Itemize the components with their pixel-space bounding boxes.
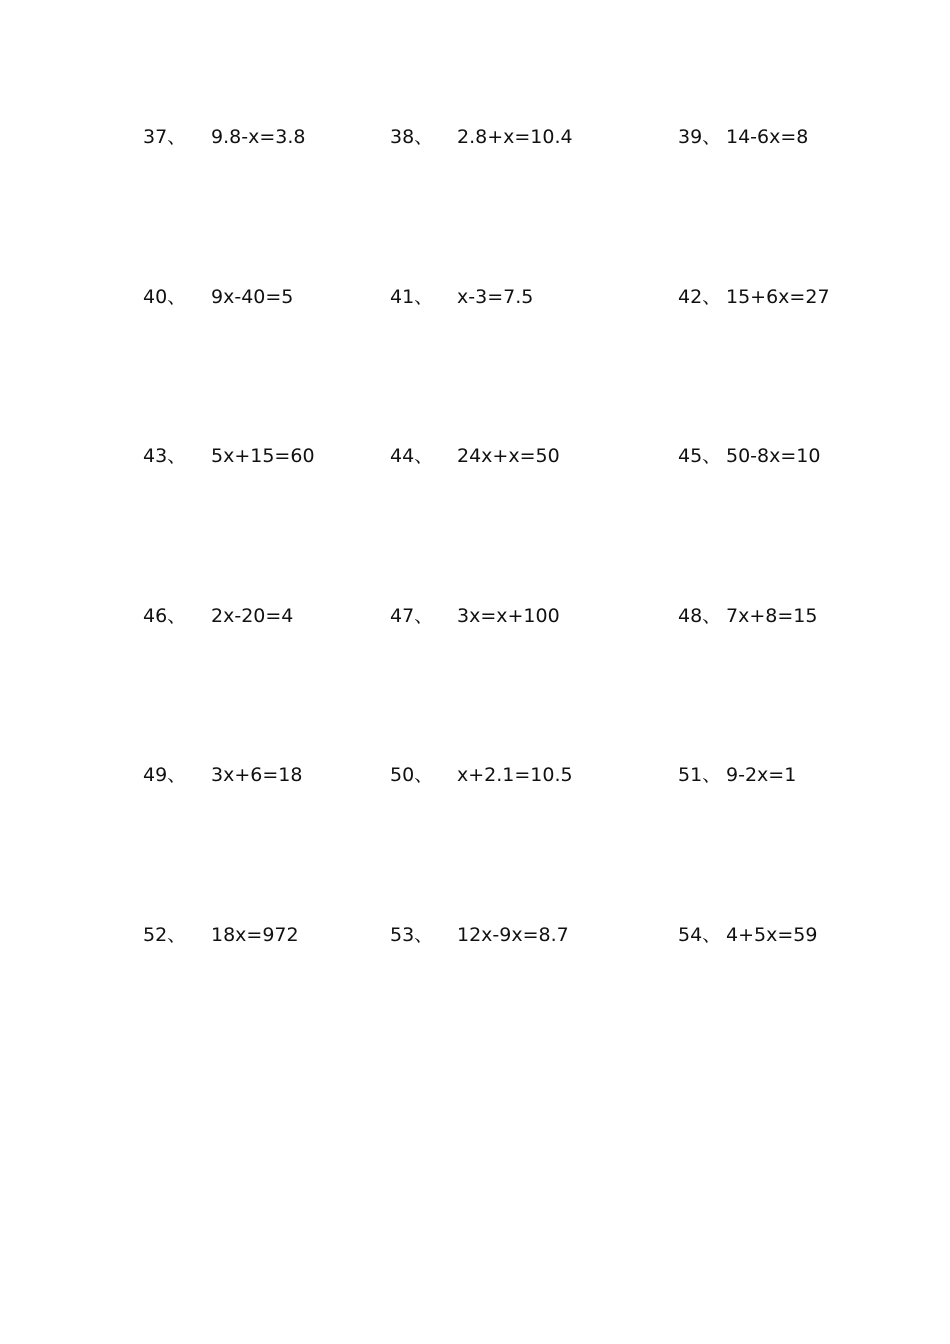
problem-number: 46、	[143, 605, 187, 627]
problem-row	[0, 760, 950, 790]
equation-text: 24x+x=50	[457, 445, 560, 467]
equation-text: 12x-9x=8.7	[457, 924, 569, 946]
problem-number: 53、	[390, 924, 434, 946]
problem-number: 41、	[390, 286, 434, 308]
problem-number: 45、	[678, 445, 722, 467]
equation-text: 18x=972	[211, 924, 299, 946]
equation-text: 2x-20=4	[211, 605, 294, 627]
problem-number: 49、	[143, 764, 187, 786]
equation-text: 5x+15=60	[211, 445, 315, 467]
equation-text: x+2.1=10.5	[457, 764, 573, 786]
equation-text: 7x+8=15	[726, 605, 818, 627]
equation-text: 9.8-x=3.8	[211, 126, 306, 148]
equation-text: 15+6x=27	[726, 286, 830, 308]
equation-text: 9-2x=1	[726, 764, 797, 786]
equation-text: 3x=x+100	[457, 605, 560, 627]
problem-row	[0, 441, 950, 471]
equation-text: 50-8x=10	[726, 445, 821, 467]
problem-number: 40、	[143, 286, 187, 308]
problem-number: 44、	[390, 445, 434, 467]
equation-text: x-3=7.5	[457, 286, 534, 308]
problem-number: 50、	[390, 764, 434, 786]
problem-number: 42、	[678, 286, 722, 308]
problem-number: 43、	[143, 445, 187, 467]
problem-number: 51、	[678, 764, 722, 786]
equation-text: 2.8+x=10.4	[457, 126, 573, 148]
problem-number: 47、	[390, 605, 434, 627]
equation-text: 3x+6=18	[211, 764, 303, 786]
problem-number: 37、	[143, 126, 187, 148]
problem-number: 54、	[678, 924, 722, 946]
equation-text: 14-6x=8	[726, 126, 809, 148]
problem-row	[0, 920, 950, 950]
equation-text: 4+5x=59	[726, 924, 818, 946]
equation-text: 9x-40=5	[211, 286, 294, 308]
problem-row	[0, 601, 950, 631]
problem-number: 48、	[678, 605, 722, 627]
problem-number: 39、	[678, 126, 722, 148]
problem-row	[0, 282, 950, 312]
problem-number: 38、	[390, 126, 434, 148]
problem-row	[0, 122, 950, 152]
problem-number: 52、	[143, 924, 187, 946]
